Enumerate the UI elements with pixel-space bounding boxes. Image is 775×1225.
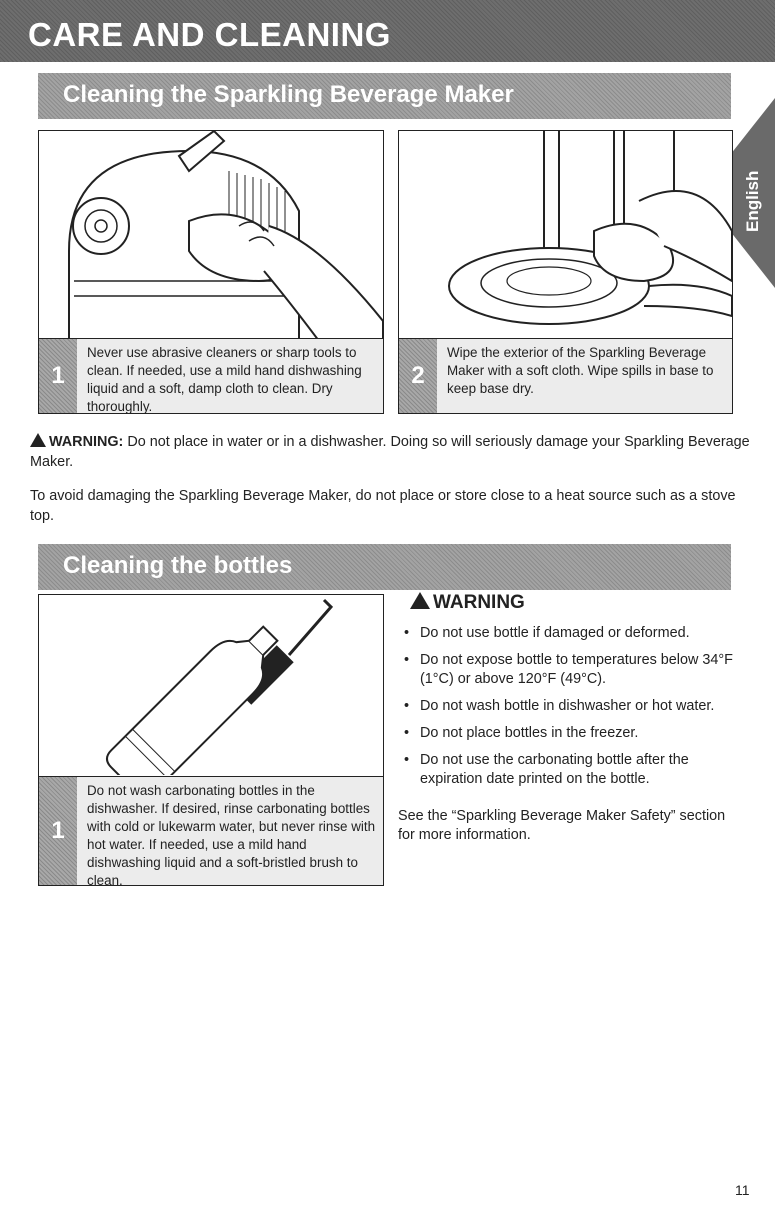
bottle-step-box: [39, 776, 383, 888]
step-2-box: [399, 338, 732, 413]
warning-text: Do not place in water or in a dishwasher. Doing so will seriously damage your Sparkling Beverage Maker.: [30, 434, 750, 470]
warning-paragraph: [30, 432, 750, 472]
maker-wiping-illustration: [39, 131, 383, 341]
section-band-sparkling-maker: [38, 73, 731, 119]
list-item: • Do not use the carbonating bottle after the expiration date printed on the bottle.: [398, 751, 743, 789]
step-number: 2: [399, 339, 437, 413]
language-tab-label: English: [743, 170, 762, 232]
figure-step-1: [38, 130, 384, 414]
header-band: [0, 0, 775, 62]
step-number: 1: [39, 777, 77, 885]
page-title: CARE AND CLEANING: [28, 16, 391, 53]
page-number: 11: [735, 1182, 750, 1198]
step-1-box: [39, 338, 383, 413]
see-also-text: See the “Sparkling Beverage Maker Safety” section for more information.: [398, 808, 726, 843]
warning-triangle-icon: [30, 433, 46, 447]
warning-label: WARNING:: [49, 434, 124, 450]
bottle-brush-illustration: [39, 595, 383, 775]
step-text: Never use abrasive cleaners or sharp tools to clean. If needed, use a mild hand dishwashing liquid and a soft, damp cloth to clean. Dry thoroughly.: [87, 345, 362, 414]
step-number: 1: [39, 339, 77, 413]
section-band-bottles: [38, 544, 731, 590]
warning-heading-text: WARNING: [433, 592, 525, 613]
bottle-warning-list: [398, 624, 743, 797]
figure-step-2: [398, 130, 733, 414]
step-text: Do not wash carbonating bottles in the dishwasher. If desired, rinse carbonating bottles with cold or lukewarm water, but never rinse with hot water. If needed, use a mild hand dishwashing liquid and a soft-bristled brush to clean.: [87, 783, 376, 888]
section-title: Cleaning the Sparkling Beverage Maker: [63, 81, 514, 108]
figure-bottle-step-1: [38, 594, 384, 886]
list-item: • Do not use bottle if damaged or deformed.: [398, 624, 743, 643]
step-text: Wipe the exterior of the Sparkling Beverage Maker with a soft cloth. Wipe spills in base to keep base dry.: [447, 345, 714, 396]
list-item: • Do not place bottles in the freezer.: [398, 724, 743, 743]
list-item: • Do not expose bottle to temperatures below 34°F (1°C) or above 120°F (49°C).: [398, 651, 743, 689]
list-item: • Do not wash bottle in dishwasher or hot water.: [398, 697, 743, 716]
warning-triangle-icon: [410, 592, 430, 609]
note-paragraph: To avoid damaging the Sparkling Beverage Maker, do not place or store close to a heat source such as a stove top.: [30, 488, 736, 524]
base-wiping-illustration: [399, 131, 732, 341]
bottle-warning-heading: [410, 592, 525, 614]
section-title: Cleaning the bottles: [63, 552, 293, 579]
